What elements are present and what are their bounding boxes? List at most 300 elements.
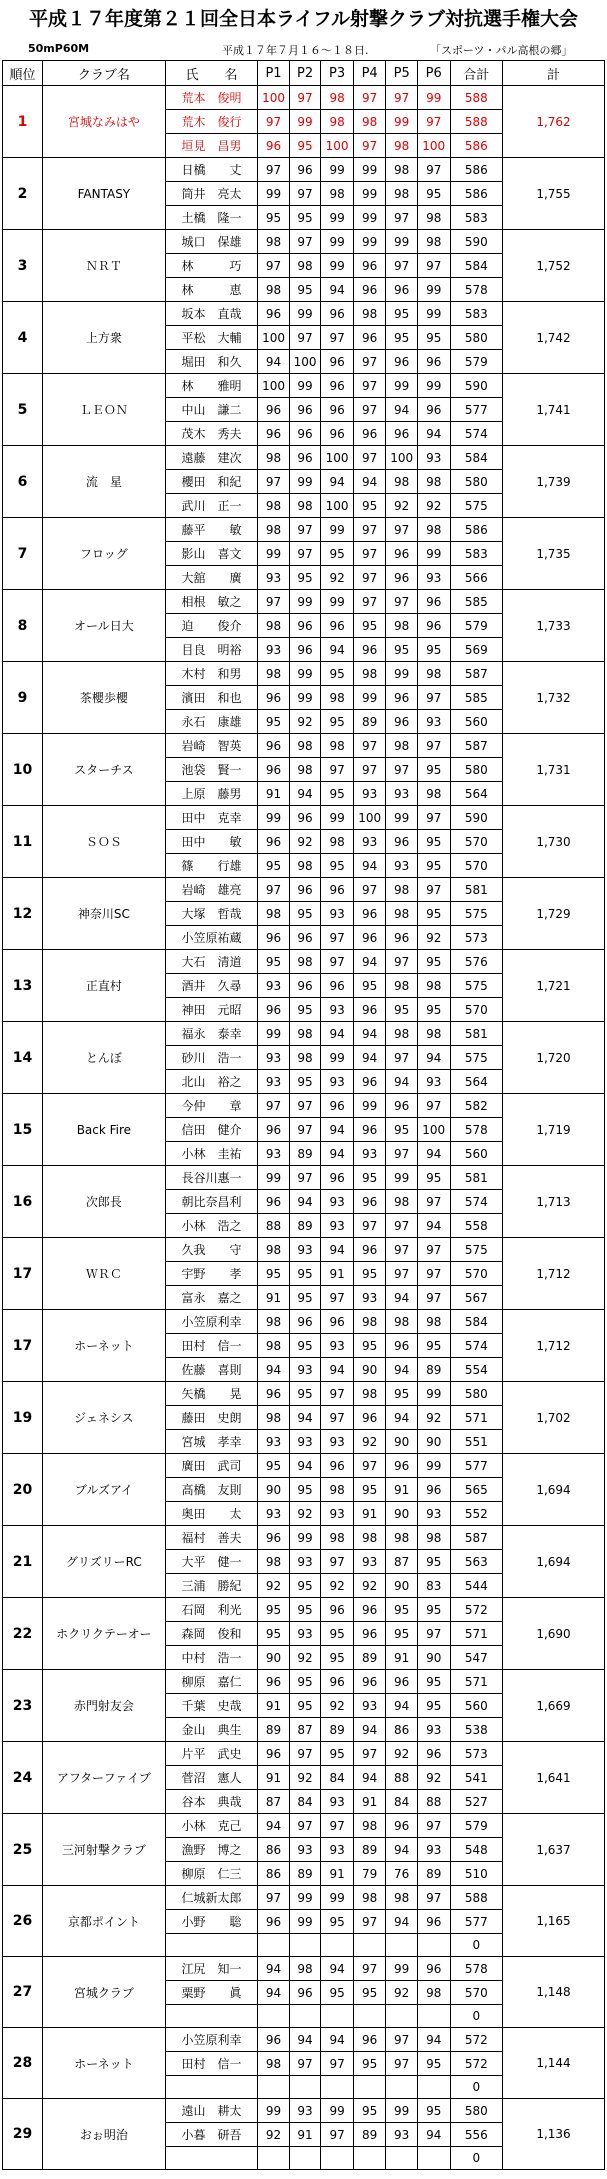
shooter-sum: 588 <box>450 110 503 134</box>
score-p4: 96 <box>353 1118 386 1142</box>
score-p5: 99 <box>386 1957 418 1981</box>
team-total: 1,165 <box>503 1886 605 1957</box>
score-p5: 98 <box>386 734 418 758</box>
score-p2: 97 <box>289 1094 321 1118</box>
score-p3: 96 <box>321 1094 354 1118</box>
score-p3: 97 <box>321 2052 354 2076</box>
shooter-sum: 571 <box>450 1406 503 1430</box>
score-p3: 95 <box>321 662 354 686</box>
score-p4: 98 <box>353 1382 386 1406</box>
score-p6: 95 <box>417 638 450 662</box>
shooter-sum: 558 <box>450 1214 503 1238</box>
shooter-name: 仁城新太郎 <box>165 1886 257 1910</box>
score-p2: 98 <box>289 1046 321 1070</box>
shooter-name: 迫 俊介 <box>165 614 257 638</box>
shooter-name: 千葉 史哉 <box>165 1694 257 1718</box>
score-p3: 94 <box>321 1238 354 1262</box>
score-p2: 97 <box>289 1814 321 1838</box>
score-p4: 96 <box>353 422 386 446</box>
score-p5: 96 <box>386 1454 418 1478</box>
shooter-name: 久我 守 <box>165 1238 257 1262</box>
score-p3: 98 <box>321 830 354 854</box>
shooter-sum: 571 <box>450 1670 503 1694</box>
score-p3: 96 <box>321 1670 354 1694</box>
club-name: グリズリーRC <box>42 1526 165 1598</box>
shooter-name: 大石 清道 <box>165 950 257 974</box>
shooter-sum: 564 <box>450 1070 503 1094</box>
score-p6: 98 <box>417 1981 450 2005</box>
score-p1: 98 <box>258 1334 290 1358</box>
score-p2: 93 <box>289 1238 321 1262</box>
score-p4: 94 <box>353 470 386 494</box>
score-p2: 96 <box>289 422 321 446</box>
score-p4: 93 <box>353 1694 386 1718</box>
score-p3: 96 <box>321 374 354 398</box>
score-p2 <box>289 2076 321 2099</box>
score-p6 <box>417 2005 450 2028</box>
score-p6: 96 <box>417 1957 450 1981</box>
score-p5: 99 <box>386 1166 418 1190</box>
score-p5: 96 <box>386 1670 418 1694</box>
score-p4: 96 <box>353 1670 386 1694</box>
score-p3: 96 <box>321 974 354 998</box>
shooter-sum: 556 <box>450 2123 503 2147</box>
team-total: 1,694 <box>503 1454 605 1526</box>
shooter-sum: 570 <box>450 1262 503 1286</box>
team-total: 1,136 <box>503 2099 605 2170</box>
score-p2: 97 <box>289 542 321 566</box>
score-p5: 99 <box>386 806 418 830</box>
score-p6: 94 <box>417 1214 450 1238</box>
score-p3: 97 <box>321 326 354 350</box>
score-p3: 97 <box>321 1814 354 1838</box>
club-name: ブルズアイ <box>42 1454 165 1526</box>
rank-cell: 10 <box>3 734 43 806</box>
score-p5 <box>386 2005 418 2028</box>
score-p5: 95 <box>386 302 418 326</box>
score-p5: 98 <box>386 470 418 494</box>
shooter-sum: 588 <box>450 1886 503 1910</box>
score-p1: 99 <box>258 2099 290 2123</box>
score-p1: 98 <box>258 518 290 542</box>
shooter-sum: 570 <box>450 998 503 1022</box>
score-p6: 93 <box>417 446 450 470</box>
team-total: 1,719 <box>503 1094 605 1166</box>
score-p3: 93 <box>321 1502 354 1526</box>
score-p4: 98 <box>353 1886 386 1910</box>
shooter-sum: 554 <box>450 1358 503 1382</box>
score-p3: 97 <box>321 926 354 950</box>
shooter-name: 坂本 直哉 <box>165 302 257 326</box>
shooter-sum: 581 <box>450 1022 503 1046</box>
score-p3: 95 <box>321 854 354 878</box>
score-p1: 98 <box>258 1238 290 1262</box>
table-row <box>3 1166 605 1190</box>
shooter-sum: 584 <box>450 446 503 470</box>
score-p4: 98 <box>353 1814 386 1838</box>
club-name: ホーネット <box>42 2028 165 2099</box>
score-p6: 93 <box>417 1502 450 1526</box>
shooter-sum: 510 <box>450 1862 503 1886</box>
score-p6 <box>417 1934 450 1957</box>
table-row <box>3 158 605 182</box>
shooter-sum: 548 <box>450 1838 503 1862</box>
score-p1: 96 <box>258 1382 290 1406</box>
score-p6: 100 <box>417 134 450 158</box>
table-row <box>3 950 605 974</box>
score-p6: 95 <box>417 1550 450 1574</box>
shooter-name: 櫻田 和紀 <box>165 470 257 494</box>
table-row <box>3 446 605 470</box>
shooter-sum: 590 <box>450 230 503 254</box>
team-total: 1,144 <box>503 2028 605 2099</box>
score-p3: 93 <box>321 1790 354 1814</box>
score-p3: 96 <box>321 398 354 422</box>
score-p4: 93 <box>353 1142 386 1166</box>
score-p6: 95 <box>417 1694 450 1718</box>
score-p3: 97 <box>321 1286 354 1310</box>
score-p1: 97 <box>258 1094 290 1118</box>
score-p1: 96 <box>258 2028 290 2052</box>
shooter-name: 田中 敏 <box>165 830 257 854</box>
score-p4: 97 <box>353 878 386 902</box>
score-p5: 99 <box>386 230 418 254</box>
score-p6: 97 <box>417 1190 450 1214</box>
score-p6: 99 <box>417 542 450 566</box>
score-p3: 94 <box>321 638 354 662</box>
score-p6: 98 <box>417 974 450 998</box>
score-p3: 97 <box>321 1550 354 1574</box>
team-total: 1,690 <box>503 1598 605 1670</box>
shooter-sum: 0 <box>450 2147 503 2170</box>
score-p4: 89 <box>353 1646 386 1670</box>
shooter-name <box>165 2076 257 2099</box>
score-p3: 96 <box>321 1598 354 1622</box>
shooter-sum: 573 <box>450 1742 503 1766</box>
score-p6: 99 <box>417 86 450 110</box>
score-p1: 93 <box>258 1502 290 1526</box>
score-p2: 95 <box>289 1262 321 1286</box>
score-p2: 97 <box>289 326 321 350</box>
score-p4: 95 <box>353 1262 386 1286</box>
score-p1: 98 <box>258 1550 290 1574</box>
score-p1: 98 <box>258 1406 290 1430</box>
score-p2: 94 <box>289 1406 321 1430</box>
table-row <box>3 1886 605 1910</box>
shooter-sum: 586 <box>450 158 503 182</box>
score-p6: 98 <box>417 206 450 230</box>
score-p3: 92 <box>321 566 354 590</box>
score-p5: 95 <box>386 1382 418 1406</box>
club-name: 流 星 <box>42 446 165 518</box>
score-p6: 90 <box>417 1430 450 1454</box>
score-p3: 99 <box>321 206 354 230</box>
shooter-name: 砂川 浩一 <box>165 1046 257 1070</box>
shooter-sum: 583 <box>450 302 503 326</box>
score-p5: 98 <box>386 1310 418 1334</box>
shooter-name: 田村 信一 <box>165 1334 257 1358</box>
score-p4: 92 <box>353 1430 386 1454</box>
score-p6: 92 <box>417 926 450 950</box>
shooter-name <box>165 1934 257 1957</box>
table-row <box>3 1957 605 1981</box>
score-p3: 96 <box>321 878 354 902</box>
shooter-sum: 580 <box>450 2099 503 2123</box>
score-p6: 98 <box>417 1022 450 1046</box>
score-p3: 91 <box>321 1262 354 1286</box>
score-p6: 95 <box>417 1670 450 1694</box>
score-p1: 97 <box>258 590 290 614</box>
team-total: 1,641 <box>503 1742 605 1814</box>
score-p4: 97 <box>353 1454 386 1478</box>
score-p1: 87 <box>258 1790 290 1814</box>
score-p3: 96 <box>321 1310 354 1334</box>
score-p1: 99 <box>258 1022 290 1046</box>
score-p2: 92 <box>289 1502 321 1526</box>
score-p1: 94 <box>258 350 290 374</box>
shooter-sum: 587 <box>450 1526 503 1550</box>
team-total: 1,713 <box>503 1166 605 1238</box>
shooter-name: 遠山 耕太 <box>165 2099 257 2123</box>
score-p1: 99 <box>258 1166 290 1190</box>
score-p4: 97 <box>353 758 386 782</box>
score-p2: 96 <box>289 446 321 470</box>
score-p1: 97 <box>258 110 290 134</box>
shooter-name: 荒本 俊明 <box>165 86 257 110</box>
score-p6: 98 <box>417 1310 450 1334</box>
shooter-sum: 563 <box>450 1550 503 1574</box>
score-p2: 99 <box>289 470 321 494</box>
club-name: ホクリクテーオー <box>42 1598 165 1670</box>
score-p6: 97 <box>417 806 450 830</box>
table-row <box>3 1814 605 1838</box>
shooter-name: 片平 武史 <box>165 1742 257 1766</box>
score-p6: 97 <box>417 1262 450 1286</box>
header-p4: P4 <box>353 61 386 86</box>
score-p4: 99 <box>353 158 386 182</box>
shooter-name: 北山 裕之 <box>165 1070 257 1094</box>
shooter-sum: 578 <box>450 1118 503 1142</box>
shooter-name: 平松 大輔 <box>165 326 257 350</box>
score-p5: 95 <box>386 326 418 350</box>
club-name: ＷＲＣ <box>42 1238 165 1310</box>
shooter-sum: 560 <box>450 1142 503 1166</box>
event-venue: 「スポーツ・パル高根の郷」 <box>430 44 573 57</box>
score-p4: 94 <box>353 1022 386 1046</box>
score-p3: 94 <box>321 278 354 302</box>
score-p4: 96 <box>353 638 386 662</box>
rank-cell: 22 <box>3 1598 43 1670</box>
score-p1: 91 <box>258 1694 290 1718</box>
score-p2: 99 <box>289 302 321 326</box>
score-p5: 97 <box>386 590 418 614</box>
score-p5: 94 <box>386 1070 418 1094</box>
header-sum: 合計 <box>450 61 503 86</box>
shooter-sum: 570 <box>450 830 503 854</box>
score-p3: 98 <box>321 86 354 110</box>
score-p3: 93 <box>321 1190 354 1214</box>
shooter-name: 森岡 俊和 <box>165 1622 257 1646</box>
shooter-sum: 567 <box>450 1286 503 1310</box>
score-p5 <box>386 1934 418 1957</box>
score-p6: 96 <box>417 1742 450 1766</box>
score-p6: 94 <box>417 2028 450 2052</box>
score-p2: 93 <box>289 1358 321 1382</box>
shooter-sum: 572 <box>450 2052 503 2076</box>
score-p6: 98 <box>417 518 450 542</box>
shooter-name: 小林 克己 <box>165 1814 257 1838</box>
score-p4: 96 <box>353 1622 386 1646</box>
club-name: 正直村 <box>42 950 165 1022</box>
score-p4: 89 <box>353 1838 386 1862</box>
score-p5 <box>386 2147 418 2170</box>
score-p3: 93 <box>321 998 354 1022</box>
shooter-name: 茂木 秀夫 <box>165 422 257 446</box>
score-p2: 95 <box>289 278 321 302</box>
score-p3: 94 <box>321 1118 354 1142</box>
score-p4: 98 <box>353 1526 386 1550</box>
shooter-name: 荒木 俊行 <box>165 110 257 134</box>
score-p5: 94 <box>386 1358 418 1382</box>
shooter-name: 垣見 昌男 <box>165 134 257 158</box>
score-p2: 95 <box>289 1382 321 1406</box>
shooter-name: 上原 藤男 <box>165 782 257 806</box>
club-name: 上方衆 <box>42 302 165 374</box>
score-p5: 88 <box>386 1766 418 1790</box>
score-p4: 96 <box>353 254 386 278</box>
shooter-name <box>165 2147 257 2170</box>
score-p4: 96 <box>353 2028 386 2052</box>
score-p4: 97 <box>353 374 386 398</box>
score-p1: 90 <box>258 1646 290 1670</box>
shooter-sum: 583 <box>450 542 503 566</box>
rank-cell: 8 <box>3 590 43 662</box>
score-p6: 92 <box>417 1406 450 1430</box>
shooter-sum: 571 <box>450 1622 503 1646</box>
shooter-name: 廣田 武司 <box>165 1454 257 1478</box>
rank-cell: 24 <box>3 1742 43 1814</box>
score-p2: 95 <box>289 998 321 1022</box>
shooter-name: 堀田 和久 <box>165 350 257 374</box>
score-p4: 97 <box>353 590 386 614</box>
club-name: 宮城なみはや <box>42 86 165 158</box>
shooter-name: 土橋 隆一 <box>165 206 257 230</box>
score-p2: 92 <box>289 1766 321 1790</box>
team-total: 1,742 <box>503 302 605 374</box>
shooter-sum: 582 <box>450 1094 503 1118</box>
score-p3: 99 <box>321 590 354 614</box>
shooter-name: 信田 健介 <box>165 1118 257 1142</box>
score-p2: 98 <box>289 1022 321 1046</box>
shooter-sum: 565 <box>450 1478 503 1502</box>
club-name: 赤門射友会 <box>42 1670 165 1742</box>
score-p6: 97 <box>417 1286 450 1310</box>
score-p3: 95 <box>321 542 354 566</box>
score-p5: 96 <box>386 566 418 590</box>
shooter-name: 大舘 廣 <box>165 566 257 590</box>
rank-cell: 19 <box>3 1382 43 1454</box>
shooter-name: 大平 健一 <box>165 1550 257 1574</box>
score-p1: 93 <box>258 566 290 590</box>
team-total: 1,694 <box>503 1526 605 1598</box>
score-p3: 98 <box>321 182 354 206</box>
score-p5: 94 <box>386 1406 418 1430</box>
shooter-name: 菅沼 憲人 <box>165 1766 257 1790</box>
score-p6: 95 <box>417 1334 450 1358</box>
score-p6: 96 <box>417 590 450 614</box>
results-table <box>2 60 605 2170</box>
score-p2: 95 <box>289 206 321 230</box>
score-p5: 94 <box>386 1838 418 1862</box>
score-p5: 99 <box>386 374 418 398</box>
shooter-sum: 575 <box>450 1238 503 1262</box>
score-p4: 95 <box>353 1478 386 1502</box>
score-p1: 92 <box>258 1574 290 1598</box>
shooter-sum: 580 <box>450 470 503 494</box>
team-total: 1,669 <box>503 1670 605 1742</box>
score-p2: 96 <box>289 1310 321 1334</box>
score-p5: 96 <box>386 350 418 374</box>
score-p5: 98 <box>386 878 418 902</box>
score-p1: 93 <box>258 1430 290 1454</box>
rank-cell: 25 <box>3 1814 43 1886</box>
score-p6: 97 <box>417 878 450 902</box>
score-p2: 94 <box>289 2028 321 2052</box>
score-p6: 93 <box>417 1070 450 1094</box>
score-p1: 95 <box>258 1262 290 1286</box>
score-p5: 94 <box>386 1694 418 1718</box>
score-p1: 98 <box>258 278 290 302</box>
score-p1: 96 <box>258 734 290 758</box>
score-p4: 96 <box>353 1070 386 1094</box>
score-p3: 84 <box>321 1766 354 1790</box>
score-p6: 95 <box>417 830 450 854</box>
score-p1: 96 <box>258 1670 290 1694</box>
table-row <box>3 806 605 830</box>
score-p4: 97 <box>353 566 386 590</box>
score-p4: 95 <box>353 494 386 518</box>
score-p3: 94 <box>321 2028 354 2052</box>
shooter-name: 神田 元昭 <box>165 998 257 1022</box>
header-p3: P3 <box>321 61 354 86</box>
score-p2: 95 <box>289 1478 321 1502</box>
score-p4: 97 <box>353 734 386 758</box>
team-total: 1,720 <box>503 1022 605 1094</box>
shooter-name: 岩崎 雄亮 <box>165 878 257 902</box>
score-p1: 93 <box>258 1142 290 1166</box>
score-p5: 84 <box>386 1790 418 1814</box>
score-p5: 92 <box>386 1981 418 2005</box>
score-p1: 86 <box>258 1838 290 1862</box>
score-p3: 96 <box>321 422 354 446</box>
score-p6: 95 <box>417 2052 450 2076</box>
score-p1: 100 <box>258 326 290 350</box>
score-p2: 89 <box>289 1214 321 1238</box>
score-p1: 96 <box>258 398 290 422</box>
score-p3: 95 <box>321 782 354 806</box>
score-p6: 94 <box>417 1142 450 1166</box>
team-total: 1,712 <box>503 1310 605 1382</box>
score-p6: 97 <box>417 686 450 710</box>
shooter-sum: 560 <box>450 1694 503 1718</box>
score-p3: 94 <box>321 1142 354 1166</box>
score-p4: 97 <box>353 1742 386 1766</box>
table-row <box>3 1742 605 1766</box>
shooter-name: 筒井 亮太 <box>165 182 257 206</box>
club-name: ジェネシス <box>42 1382 165 1454</box>
score-p5: 91 <box>386 1646 418 1670</box>
header-p5: P5 <box>386 61 418 86</box>
